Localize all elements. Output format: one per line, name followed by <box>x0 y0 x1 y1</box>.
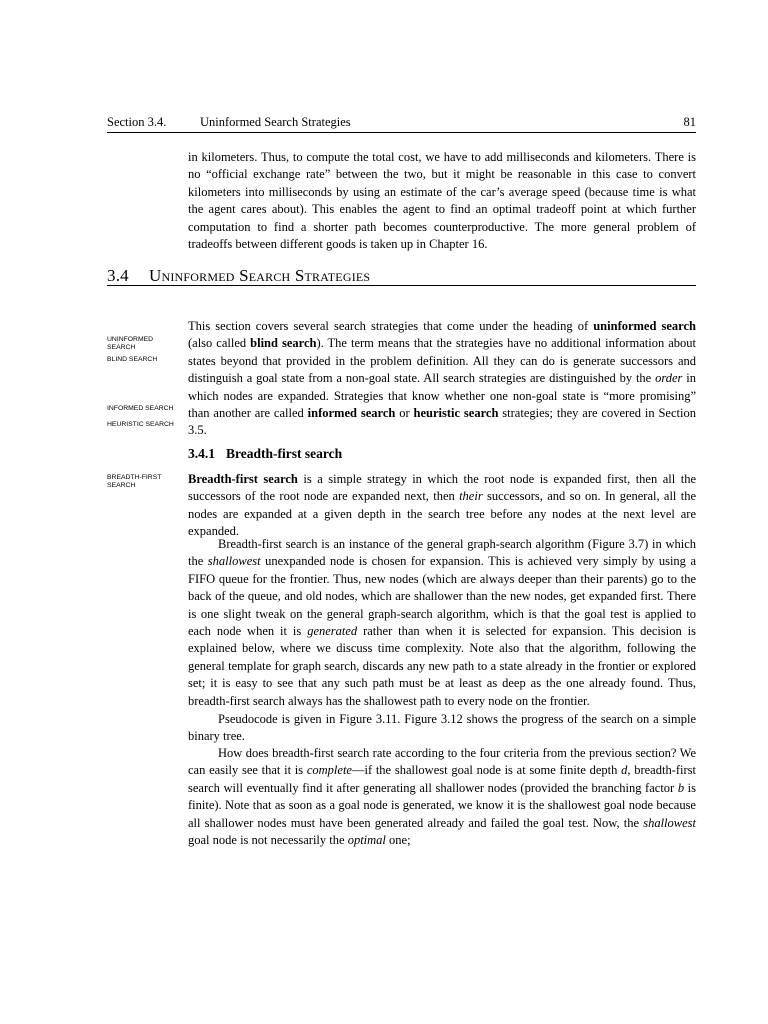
page-number: 81 <box>683 115 696 129</box>
term-heuristic-search: heuristic search <box>413 406 499 421</box>
margin-note-informed-search: INFORMED SEARCH <box>107 405 174 412</box>
bfs-paragraph-2: Breadth-first search is an instance of the general graph-search algorithm (Figure 3.7) in which the shallowest unexpanded node is chosen for expansion. This is achieved very simply by using a FIFO queue for the frontier. Thus, new nodes (which are always deeper than their parents) go to the back of the queue, and old nodes, which are shallower than the new nodes, get expanded first. There is one slight tweak on the general graph-search algorithm, which is that the goal test is applied to each node when it is generated rather than when it is selected for expansion. This decision is explained below, where we discuss time complexity. Note also that the algorithm, following the general template for graph search, discards any new path to a state already in the frontier or explored set; it is easy to see that any such path must be at least as deep as the one already found. Thus, breadth-first search always has the shallowest path to every node on the frontier. <box>188 537 696 708</box>
margin-note-heuristic-search: HEURISTIC SEARCH <box>107 421 174 428</box>
term-blind-search: blind search <box>250 336 317 351</box>
subsection-number: 3.4.1 <box>188 446 215 461</box>
term-uninformed-search: uninformed search <box>593 319 696 333</box>
header-section-label: Section 3.4. <box>107 115 167 129</box>
running-header <box>107 114 696 132</box>
subsection-heading <box>188 445 342 463</box>
subsection-title: Breadth-first search <box>226 446 343 461</box>
margin-note-uninformed-search: UNINFORMED SEARCH <box>107 336 154 351</box>
header-chapter-title: Uninformed Search Strategies <box>200 115 351 129</box>
term-informed-search: informed search <box>307 406 396 421</box>
bfs-paragraph-1: Breadth-first search is a simple strategy in which the root node is expanded first, then all the successors of the root node are expanded next, then their successors, and so on. In general, all the nodes are expanded at a given depth in the search tree before any nodes at the next level are expanded. <box>188 472 696 539</box>
section-heading <box>107 265 696 287</box>
bfs-paragraph-3: Pseudocode is given in Figure 3.11. Figure 3.12 shows the progress of the search on a simple binary tree. <box>188 712 696 744</box>
term-breadth-first-search: Breadth-first search <box>188 472 298 486</box>
margin-note-blind-search: BLIND SEARCH <box>107 356 158 363</box>
section-title: Uninformed Search Strategies <box>149 266 371 285</box>
intro-paragraph: in kilometers. Thus, to compute the total cost, we have to add milliseconds and kilometers. There is no “official exchange rate” between the two, but it might be reasonable in this case to convert kilometers into milliseconds by using an estimate of the car’s average speed (because time is what the agent cares about). This enables the agent to find an optimal tradeoff point at which further computation to find a shorter path becomes counterproductive. The more general problem of tradeoffs between different goods is taken up in Chapter 16. <box>188 150 696 252</box>
section-rule <box>107 285 696 286</box>
header-rule <box>107 132 696 133</box>
section-number: 3.4 <box>107 266 129 285</box>
margin-note-breadth-first-search: BREADTH-FIRST SEARCH <box>107 474 162 489</box>
bfs-paragraph-4: How does breadth-first search rate according to the four criteria from the previous section? We can easily see that it is complete—if the shallowest goal node is at some finite depth d, breadth-first search will eventually find it after generating all shallower nodes (provided the branching factor b is finite). Note that as soon as a goal node is generated, we know it is the shallowest goal node because all shallower nodes must have been generated already and failed the goal test. Now, the shallowest goal node is not necessarily the optimal one; <box>188 746 697 848</box>
section-intro-paragraph: This section covers several search strategies that come under the heading of uninformed search (also called blind search). The term means that the strategies have no additional information about states beyond that provided in the problem definition. All they can do is generate successors and distinguish a goal state from a non-goal state. All search strategies are distinguished by the order in which nodes are expanded. Strategies that know whether one non-goal state is “more promising” than another are called informed search or heuristic search strategies; they are covered in Section 3.5. <box>188 319 696 438</box>
